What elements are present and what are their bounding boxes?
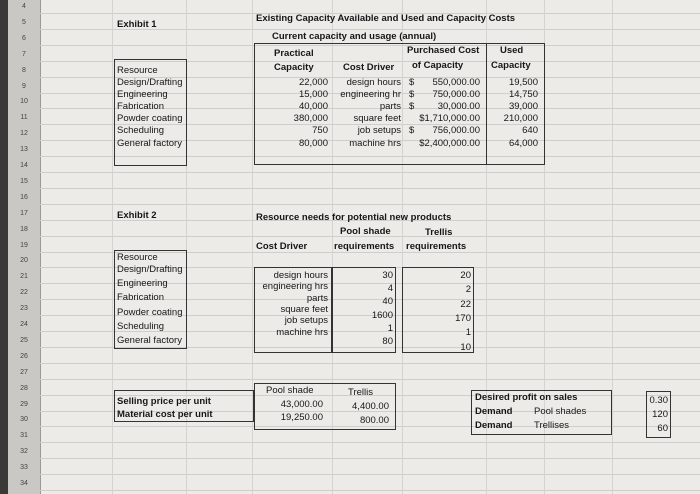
row-number[interactable]: 6 <box>22 34 26 42</box>
row-number[interactable]: 19 <box>20 241 28 249</box>
gridline <box>40 379 700 380</box>
ex1-resource[interactable]: Engineering <box>117 89 168 101</box>
demand-label-2: Demand <box>475 420 513 431</box>
desired-profit-value[interactable]: 0.30 <box>649 395 668 406</box>
ex1-capacity[interactable]: 22,000 <box>298 77 328 88</box>
gridline <box>40 188 700 189</box>
ex1-purchased-cost[interactable]: 756,000.00 <box>432 125 480 137</box>
ex2-cost-driver[interactable]: job setups <box>284 315 328 327</box>
ex2-pool-requirement[interactable]: 30 <box>382 270 393 281</box>
row-number[interactable]: 33 <box>20 464 28 472</box>
ex2-resource[interactable]: Fabrication <box>117 292 164 304</box>
row-number[interactable]: 29 <box>20 400 28 408</box>
ex1-used-capacity[interactable]: 210,000 <box>503 113 538 125</box>
ex1-cost-driver[interactable]: parts <box>379 101 401 113</box>
ex1-header-of-capacity: of Capacity <box>412 60 464 71</box>
ex2-resource-header: Resource <box>117 252 158 263</box>
ex2-resource[interactable]: Design/Drafting <box>117 264 183 275</box>
row-number[interactable]: 10 <box>20 98 28 106</box>
price-header-pool: Pool shade <box>266 385 314 396</box>
ex2-cost-driver[interactable]: machine hrs <box>276 326 328 338</box>
gridline <box>40 363 700 364</box>
row-number[interactable]: 17 <box>20 209 28 217</box>
ex1-cost-driver[interactable]: square feet <box>353 113 401 125</box>
row-number[interactable]: 28 <box>20 384 28 392</box>
row-number[interactable]: 21 <box>20 273 28 281</box>
demand-item-trellis: Trellises <box>534 420 570 431</box>
ex1-purchased-cost[interactable]: $1,710,000.00 <box>419 113 480 125</box>
ex1-header-purchased-cost: Purchased Cost <box>407 45 480 56</box>
ex1-used-capacity[interactable]: 19,500 <box>508 77 538 88</box>
exhibit1-label: Exhibit 1 <box>117 19 157 30</box>
exhibit2-label: Exhibit 2 <box>117 210 157 221</box>
trellis-selling-price[interactable]: 4,400.00 <box>352 401 389 412</box>
ex2-header-pool: Pool shade <box>340 226 391 237</box>
ex2-trellis-requirement[interactable]: 1 <box>465 327 471 339</box>
left-edge <box>0 0 8 494</box>
row-number[interactable]: 23 <box>20 305 28 313</box>
ex2-resource[interactable]: Scheduling <box>117 320 165 332</box>
ex1-dollar-sign[interactable]: $ <box>409 125 415 137</box>
desired-profit-label: Desired profit on sales <box>475 392 578 403</box>
ex2-pool-requirement[interactable]: 1600 <box>371 309 393 321</box>
ex1-header-practical: Practical <box>274 48 314 59</box>
row-number[interactable]: 27 <box>20 368 28 376</box>
ex1-capacity[interactable]: 80,000 <box>298 137 328 149</box>
ex2-resource[interactable]: Engineering <box>117 278 168 290</box>
demand-pool-value[interactable]: 120 <box>652 409 668 420</box>
exhibit1-subtitle: Current capacity and usage (annual) <box>272 31 437 42</box>
ex2-header-trellis: Trellis <box>425 227 453 238</box>
ex1-dollar-sign[interactable]: $ <box>409 89 415 101</box>
ex1-resource[interactable]: Design/Drafting <box>117 77 183 88</box>
demand-trellis-value[interactable]: 60 <box>657 423 668 434</box>
ex1-dollar-sign[interactable]: $ <box>409 77 415 88</box>
ex1-resource[interactable]: Powder coating <box>117 113 183 125</box>
gridline <box>40 204 700 205</box>
exhibit2-title: Resource needs for potential new products <box>256 212 452 223</box>
row-number[interactable]: 30 <box>20 416 28 424</box>
ex2-cost-driver[interactable]: design hours <box>273 270 328 281</box>
ex1-used-capacity[interactable]: 640 <box>522 125 538 137</box>
row-number[interactable]: 20 <box>20 257 28 265</box>
ex2-trellis-requirement[interactable]: 22 <box>460 298 471 310</box>
ex1-header-used: Used <box>500 45 524 56</box>
row-number[interactable]: 14 <box>20 162 28 169</box>
demand-item-pool: Pool shades <box>534 406 587 417</box>
ex1-purchased-cost[interactable]: $2,400,000.00 <box>419 137 480 149</box>
ex2-pool-requirement[interactable]: 4 <box>387 283 393 295</box>
selling-price-label: Selling price per unit <box>117 396 211 407</box>
ex2-cost-driver[interactable]: engineering hrs <box>262 281 328 293</box>
row-number[interactable]: 8 <box>22 66 26 74</box>
ex1-used-capacity[interactable]: 14,750 <box>508 89 538 101</box>
pool-selling-price[interactable]: 43,000.00 <box>280 399 323 410</box>
ex1-used-capacity[interactable]: 64,000 <box>508 137 538 149</box>
gridline <box>40 474 700 475</box>
ex2-trellis-requirement[interactable]: 10 <box>460 341 471 353</box>
gridline <box>40 458 700 459</box>
ex1-cost-driver[interactable]: engineering hr <box>340 89 401 101</box>
ex1-capacity[interactable]: 15,000 <box>298 89 328 101</box>
ex2-pool-requirement[interactable]: 1 <box>387 322 393 334</box>
row-number[interactable]: 22 <box>20 289 28 297</box>
gridline <box>40 490 700 491</box>
ex2-resource[interactable]: Powder coating <box>117 306 183 318</box>
ex2-trellis-requirement[interactable]: 170 <box>455 312 471 324</box>
exhibit1-title: Existing Capacity Available and Used and Capacity Costs <box>256 13 516 24</box>
row-number[interactable]: 16 <box>20 193 28 201</box>
ex1-purchased-cost[interactable]: 30,000.00 <box>437 101 480 113</box>
ex1-purchased-cost[interactable]: 550,000.00 <box>432 77 480 88</box>
ex2-pool-requirement[interactable]: 40 <box>382 296 393 308</box>
row-number[interactable]: 32 <box>20 448 28 456</box>
ex1-capacity[interactable]: 380,000 <box>293 113 328 125</box>
row-number[interactable]: 26 <box>20 352 28 360</box>
ex1-resource-header: Resource <box>117 65 158 76</box>
ex2-header-cost-driver: Cost Driver <box>256 241 308 252</box>
row-number[interactable]: 15 <box>20 177 28 185</box>
ex1-resource[interactable]: General factory <box>117 137 182 149</box>
ex1-resource[interactable]: Scheduling <box>117 125 165 137</box>
row-number[interactable]: 18 <box>20 225 28 233</box>
row-number[interactable]: 4 <box>22 3 26 10</box>
row-number[interactable]: 12 <box>20 130 28 138</box>
demand-label-1: Demand <box>475 406 513 417</box>
ex2-resource[interactable]: General factory <box>117 335 182 346</box>
row-number[interactable]: 11 <box>20 114 28 122</box>
row-number[interactable]: 7 <box>22 50 26 58</box>
ex2-cost-driver[interactable]: parts <box>306 292 328 304</box>
gridline <box>40 442 700 443</box>
gridline <box>112 0 113 494</box>
trellis-material-cost[interactable]: 800.00 <box>359 415 389 426</box>
ex1-header-used-capacity: Capacity <box>491 60 531 71</box>
gridline <box>612 0 613 494</box>
row-number[interactable]: 13 <box>20 146 28 154</box>
ex2-trellis-requirement[interactable]: 20 <box>460 270 471 281</box>
price-header-trellis: Trellis <box>348 387 373 398</box>
ex1-purchased-cost[interactable]: 750,000.00 <box>432 89 480 101</box>
ex1-cost-driver[interactable]: design hours <box>346 77 401 88</box>
ex1-resource[interactable]: Fabrication <box>117 101 164 113</box>
row-number[interactable]: 5 <box>22 18 26 26</box>
row-number[interactable]: 31 <box>20 432 28 440</box>
ex2-trellis-requirement[interactable]: 2 <box>465 284 471 296</box>
ex1-cost-driver[interactable]: machine hrs <box>349 137 401 149</box>
row-number[interactable]: 34 <box>20 480 28 487</box>
ex1-header-cost-driver: Cost Driver <box>343 62 395 73</box>
ex2-header-trellis-req: requirements <box>406 241 467 252</box>
row-number[interactable]: 25 <box>20 336 28 344</box>
ex1-used-capacity[interactable]: 39,000 <box>508 101 538 113</box>
material-cost-label: Material cost per unit <box>117 409 213 420</box>
ex1-header-capacity: Capacity <box>274 62 314 73</box>
row-number[interactable]: 9 <box>22 82 26 90</box>
ex1-cost-driver[interactable]: job setups <box>357 125 401 137</box>
pool-material-cost[interactable]: 19,250.00 <box>280 412 323 423</box>
ex2-header-pool-req: requirements <box>334 241 395 252</box>
ex1-dollar-sign[interactable]: $ <box>409 101 415 113</box>
ex1-capacity[interactable]: 750 <box>312 125 328 137</box>
row-number[interactable]: 24 <box>20 321 28 328</box>
ex2-cost-driver[interactable]: square feet <box>280 303 328 315</box>
ex1-capacity[interactable]: 40,000 <box>298 101 328 113</box>
ex2-pool-requirement[interactable]: 80 <box>382 336 393 347</box>
gridline <box>40 172 700 173</box>
